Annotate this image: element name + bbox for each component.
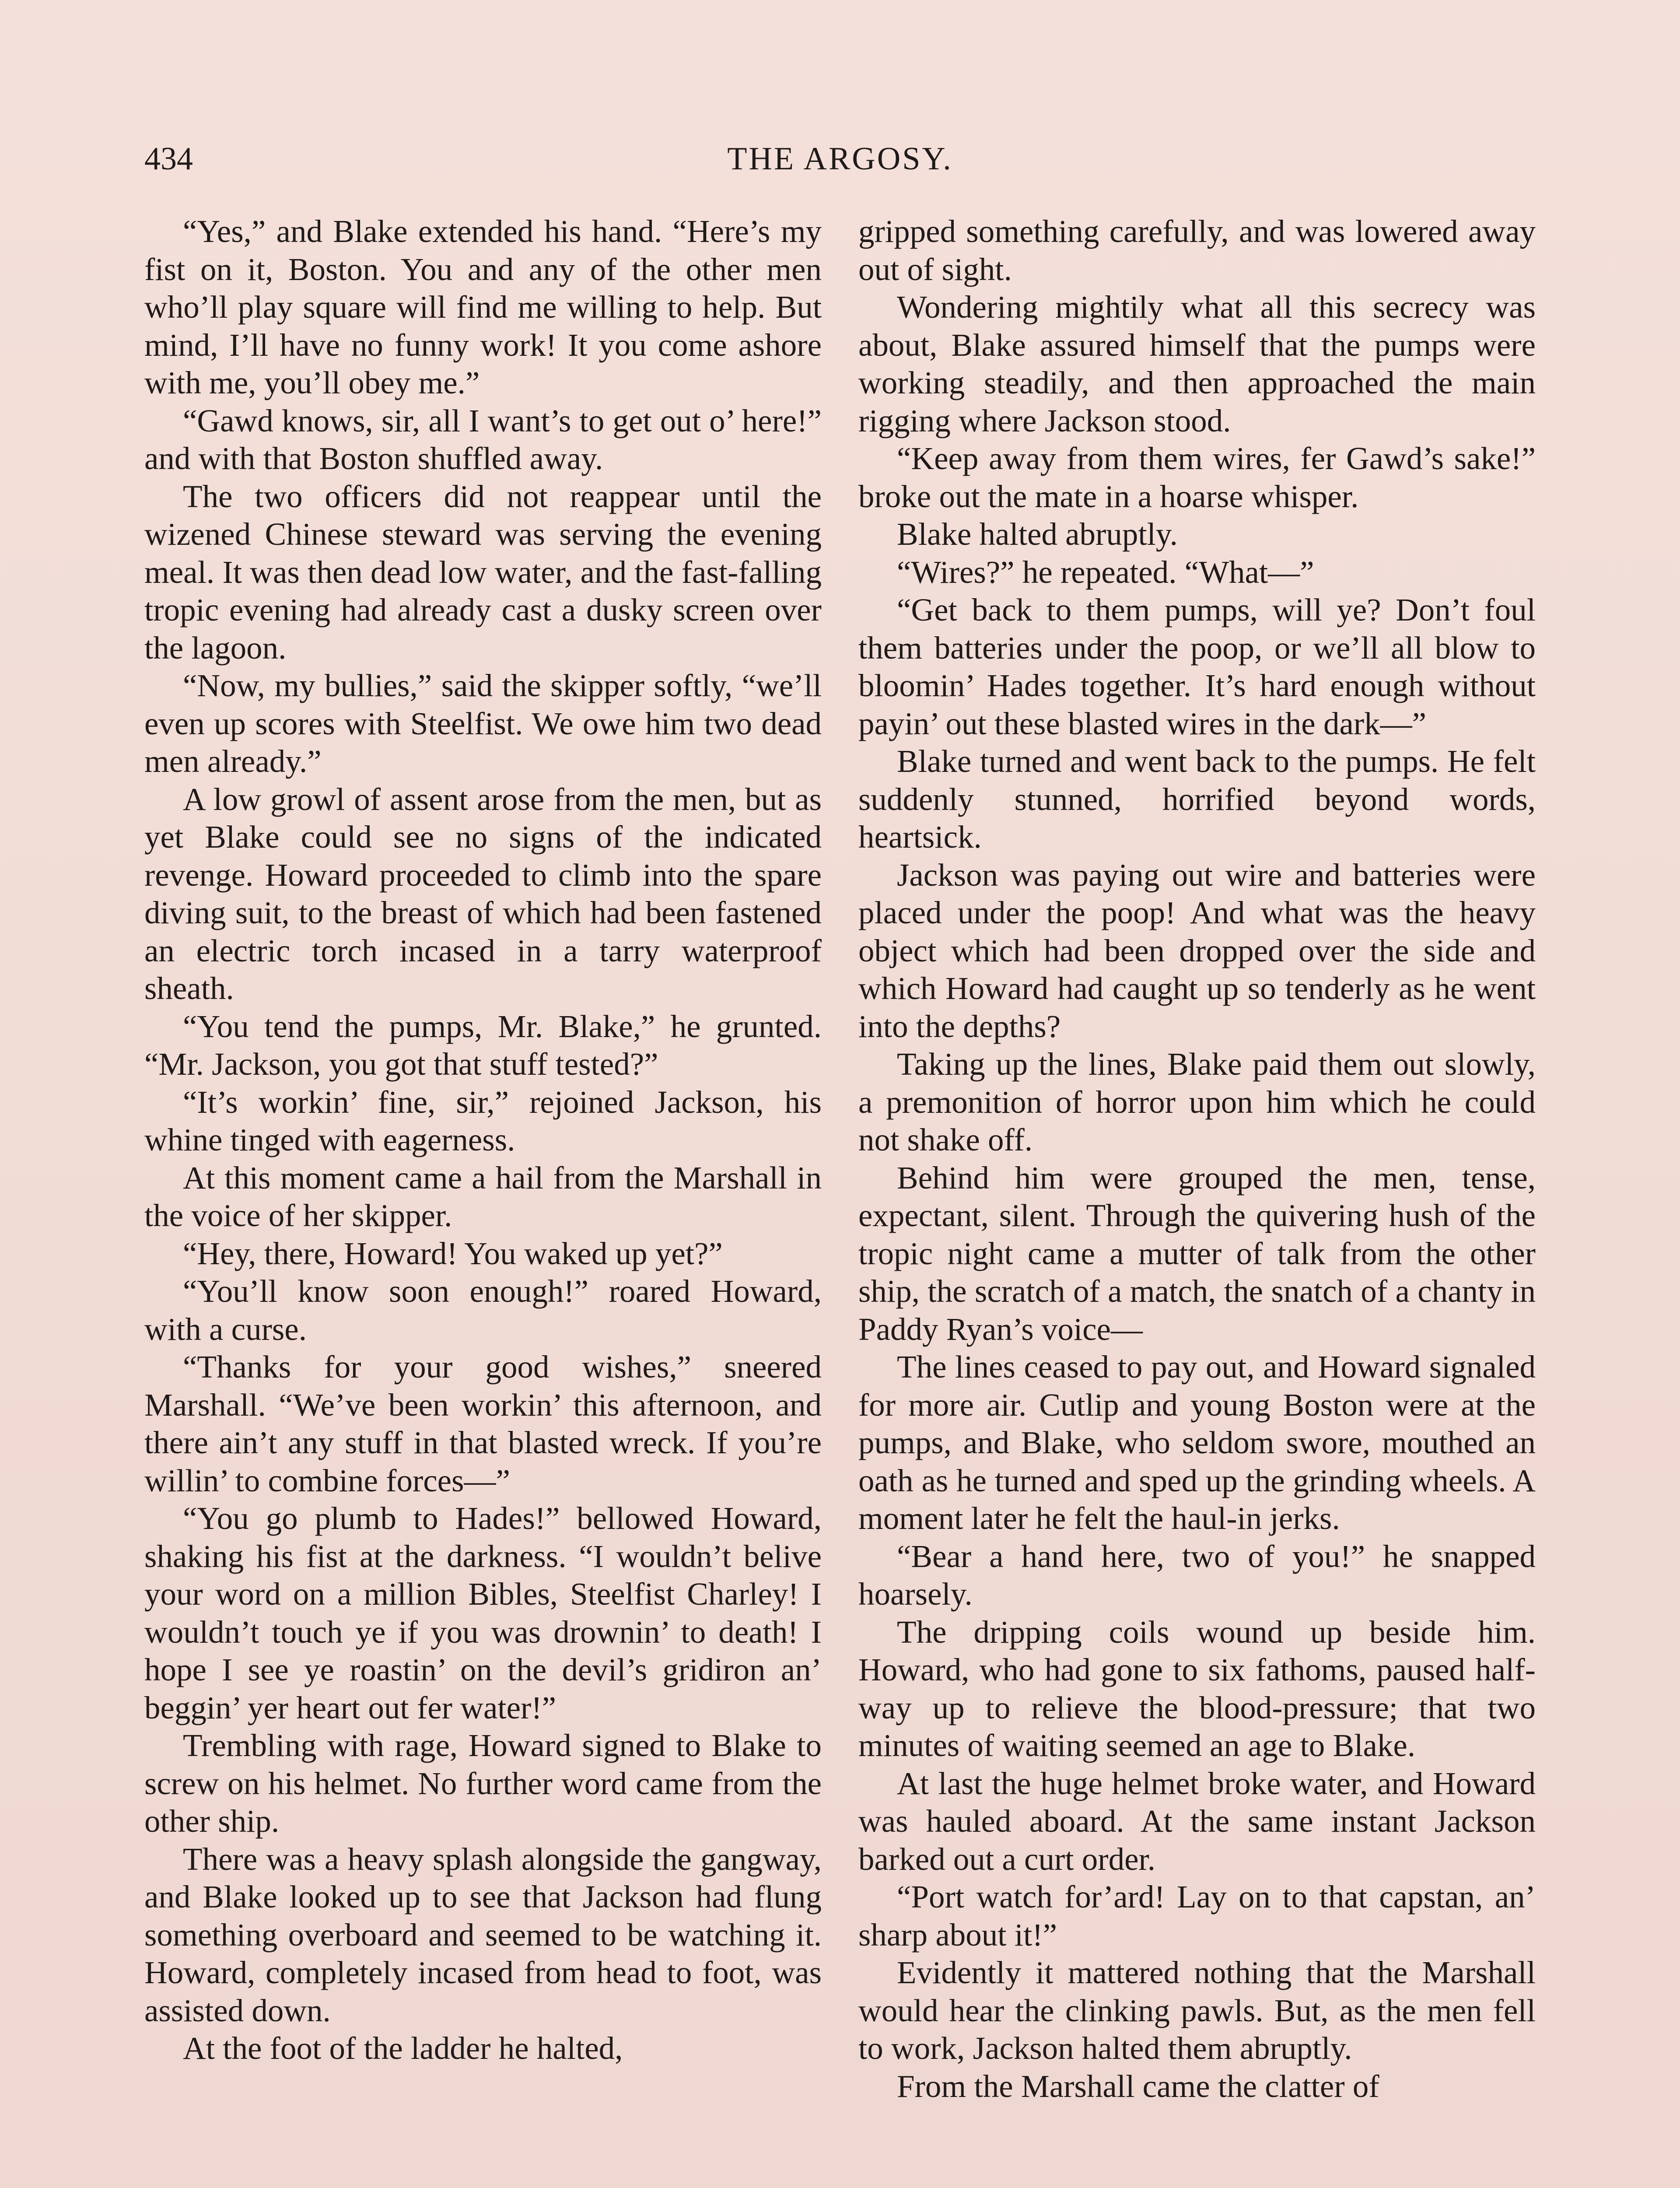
paragraph: Wondering mightily what all this secrecy was about, Blake assured himself that the pumps were working steadily, and then approached the main rigging where Jackson stood. [858,289,1536,438]
paragraph: “You’ll know soon enough!” roared Howard, with a curse. [144,1273,822,1347]
paragraph: “Thanks for your good wishes,” sneered Marshall. “We’ve been workin’ this afternoon, and there ain’t any stuff in that blasted wreck. If you’re willin’ to combine forces—” [144,1349,822,1498]
paragraph: At last the huge helmet broke water, and Howard was hauled aboard. At the same instant Jackson barked out a curt order. [858,1765,1536,1877]
paragraph: Jackson was paying out wire and batteries were placed under the poop! And what was the heavy object which had been dropped over the side and which Howard had caught up so tenderly as he went into the depths? [858,857,1536,1044]
paragraph: “You tend the pumps, Mr. Blake,” he grunted. “Mr. Jackson, you got that stuff tested?” [144,1008,822,1082]
paragraph: The lines ceased to pay out, and Howard signaled for more air. Cutlip and young Boston were at the pumps, and Blake, who seldom swore, mouthed an oath as he turned and sped up the grinding wheels. A moment later he felt the haul-in jerks. [858,1349,1536,1536]
paragraph: At the foot of the ladder he halted, [183,2030,623,2066]
paragraph: “It’s workin’ fine, sir,” rejoined Jackson, his whine tinged with eagerness. [144,1084,822,1157]
paragraph: “Hey, there, Howard! You waked up yet?” [183,1235,723,1271]
page-number: 434 [144,141,193,177]
paragraph: “Yes,” and Blake extended his hand. “Here’s my fist on it, Boston. You and any of the other men who’ll play square will find me willing to help. But mind, I’ll have no funny work! It you come ashore with me, you’ll obey me.” [144,214,822,400]
paragraph: “Wires?” he repeated. “What—” [897,554,1314,590]
paragraph: “Gawd knows, sir, all I want’s to get out o’ here!” and with that Boston shuffled away. [144,403,822,476]
paragraph: “Port watch for’ard! Lay on to that capstan, an’ sharp about it!” [858,1879,1536,1953]
paragraph: Trembling with rage, Howard signed to Blake to screw on his helmet. No further word came from the other ship. [144,1728,822,1839]
paragraph: At this moment came a hail from the Marshall in the voice of her skipper. [144,1160,822,1233]
paragraph: “Keep away from them wires, fer Gawd’s sake!” broke out the mate in a hoarse whisper. [858,441,1536,514]
running-title: THE ARGOSY. [727,141,953,177]
paragraph-continuation: gripped something carefully, and was lowered away out of sight. [858,214,1536,287]
paragraph: Evidently it mattered nothing that the Marshall would hear the clinking pawls. But, as the men fell to work, Jackson halted them abruptly. [858,1955,1536,2066]
paragraph: “You go plumb to Hades!” bellowed Howard, shaking his fist at the darkness. “I wouldn’t belive your word on a million Bibles, Steelfist Charley! I wouldn’t touch ye if you was drownin’ to death! I hope I see ye roastin’ on the devil’s gridiron an’ beggin’ yer heart out fer water!” [144,1501,822,1725]
paragraph: Behind him were grouped the men, tense, expectant, silent. Through the quivering hush of the tropic night came a mutter of talk from the other ship, the scratch of a match, the snatch of a chanty in Paddy Ryan’s voice— [858,1160,1536,1347]
paragraph: From the Marshall came the clatter of [897,2068,1379,2104]
paragraph: Blake halted abruptly. [897,516,1178,552]
paragraph: Taking up the lines, Blake paid them out slowly, a premonition of horror upon him which he could not shake off. [858,1046,1536,1157]
page-header [144,139,1536,179]
paragraph: Blake turned and went back to the pumps. He felt suddenly stunned, horrified beyond words, heartsick. [858,743,1536,855]
paragraph: “Bear a hand here, two of you!” he snapped hoarsely. [858,1538,1536,1612]
paragraph: The dripping coils wound up beside him. Howard, who had gone to six fathoms, paused half-way up to relieve the blood-pressure; that two minutes of waiting seemed an age to Blake. [858,1614,1536,1763]
left-column [144,213,822,2068]
paragraph: A low growl of assent arose from the men, but as yet Blake could see no signs of the indicated revenge. Howard proceeded to climb into the spare diving suit, to the breast of which had been fastened an electric torch incased in a tarry waterproof sheath. [144,781,822,1006]
right-column [858,213,1536,2105]
paragraph: The two officers did not reappear until the wizened Chinese steward was serving the evening meal. It was then dead low water, and the fast-falling tropic evening had already cast a dusky screen over the lagoon. [144,478,822,666]
paragraph: There was a heavy splash alongside the gangway, and Blake looked up to see that Jackson had flung something overboard and seemed to be watching it. Howard, completely incased from head to foot, was assisted down. [144,1841,822,2028]
paragraph: “Get back to them pumps, will ye? Don’t foul them batteries under the poop, or we’ll all blow to bloomin’ Hades together. It’s hard enough without payin’ out these blasted wires in the dark—” [858,592,1536,741]
paragraph: “Now, my bullies,” said the skipper softly, “we’ll even up scores with Steelfist. We owe him two dead men already.” [144,668,822,779]
